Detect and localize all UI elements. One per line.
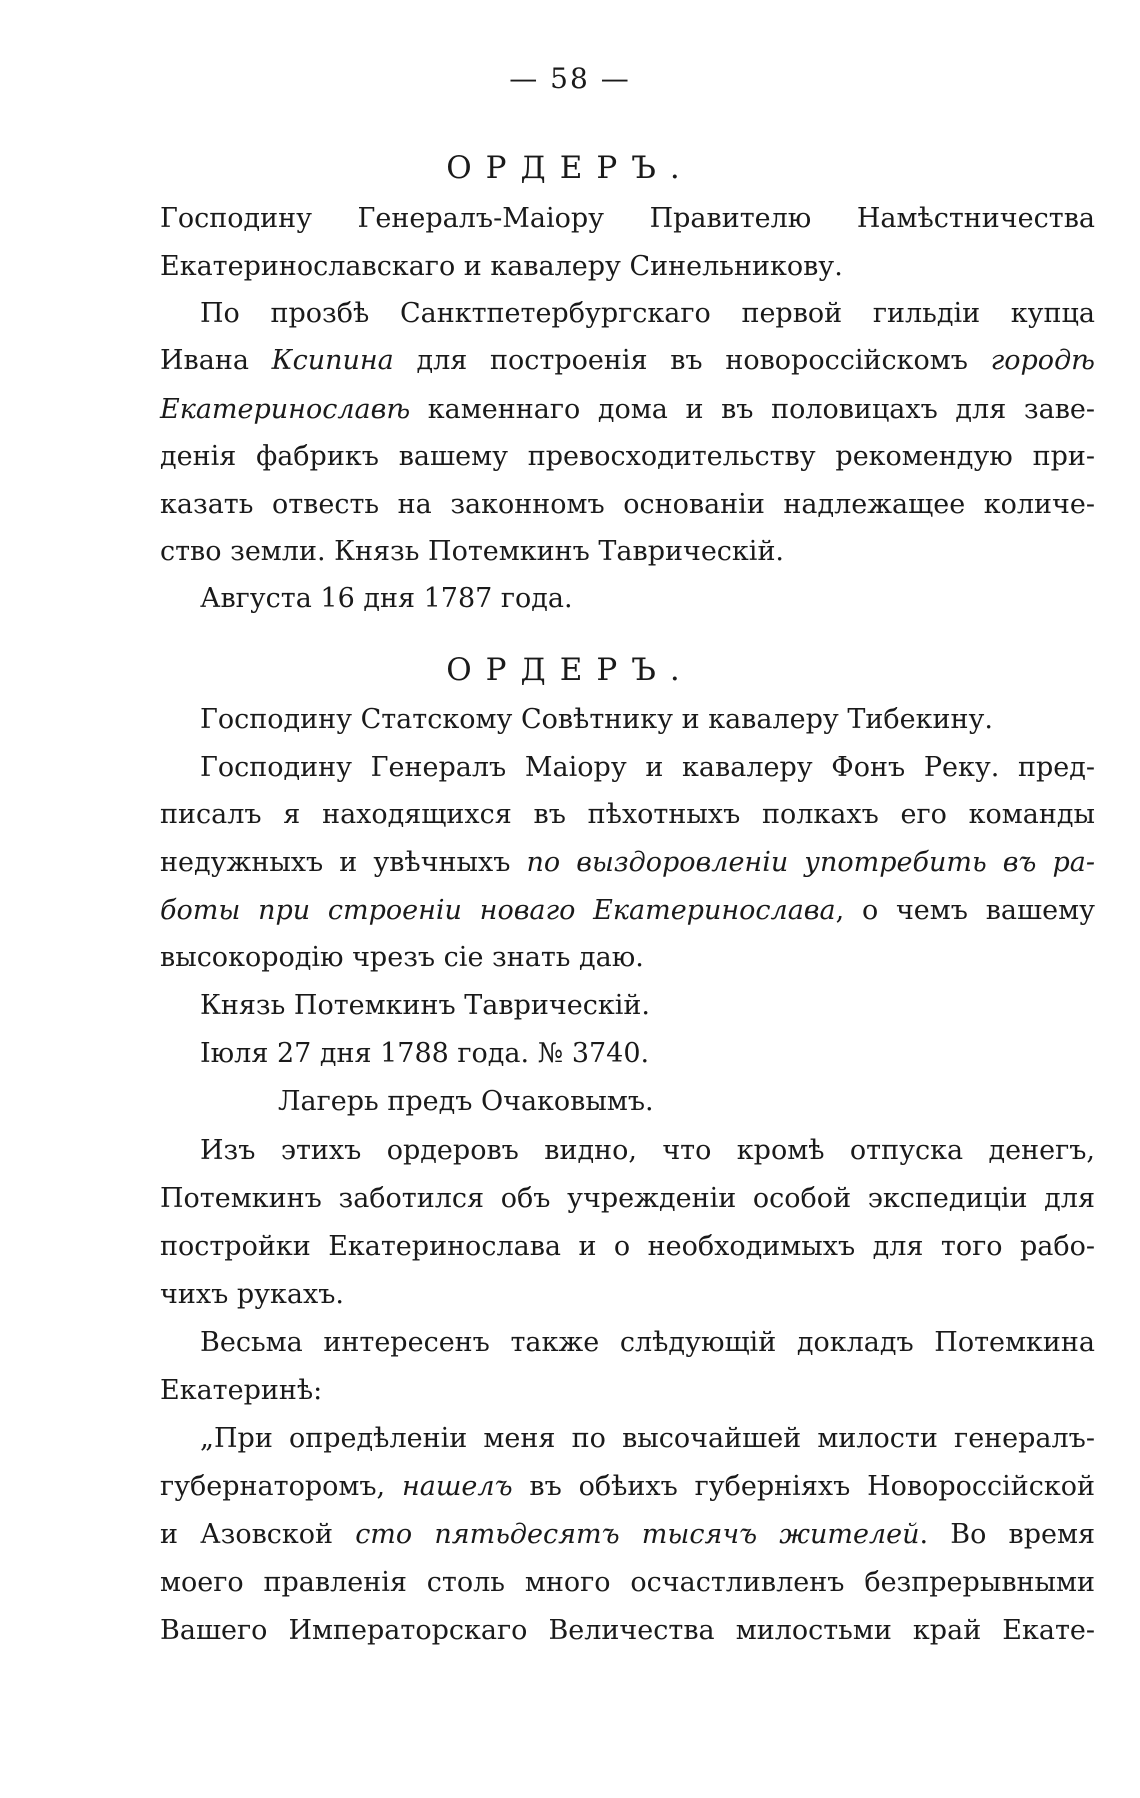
order-1-line-2: Екатеринославскаго и кавалеру Синельникову. <box>160 251 843 282</box>
order-2-line-2: Господину Генералъ Маіору и кавалеру Фонъ Реку. пред- <box>200 752 1095 783</box>
text-run: и Азовской <box>160 1519 356 1550</box>
order-2-line-3: писалъ я находящихся въ пѣхотныхъ полкахъ его команды <box>160 799 1095 830</box>
commentary-line-5: Весьма интересенъ также слѣдующій докладъ Потемкина <box>200 1327 1095 1358</box>
text-run: для построенія въ новороссійскомъ <box>393 345 991 376</box>
quote-line-2 <box>160 1473 1095 1500</box>
text-run: . Во время <box>919 1519 1095 1550</box>
text-run: , о чемъ вашему <box>835 895 1095 926</box>
order-1-date: Августа 16 дня 1787 года. <box>200 583 573 614</box>
order-2-signature: Князь Потемкинъ Таврическій. <box>200 990 650 1021</box>
quote-line-3 <box>160 1521 1095 1548</box>
commentary-line-3: постройки Екатеринослава и о необходимыхъ для того рабо- <box>160 1231 1095 1262</box>
order-2-line-6: высокородію чрезъ сіе знать даю. <box>160 942 644 973</box>
italic-run: по выздоровленіи употребить въ ра- <box>526 847 1095 878</box>
text-run: губернаторомъ, <box>160 1471 402 1502</box>
italic-run: боты при строеніи новаго Екатеринослава <box>160 895 836 926</box>
commentary-line-4: чихъ рукахъ. <box>160 1279 344 1310</box>
order-1-line-4 <box>160 347 1095 374</box>
order-1-line-6: денія фабрикъ вашему превосходительству рекомендую при- <box>160 441 1095 472</box>
order-1-line-3: По прозбѣ Санктпетербургскаго первой гильдіи купца <box>200 298 1095 329</box>
order-1-line-5 <box>160 396 1095 423</box>
order-2-line-4 <box>160 849 1095 876</box>
order-1-heading: ОРДЕРЪ. <box>446 150 694 186</box>
order-2-place: Лагерь предъ Очаковымъ. <box>278 1086 654 1117</box>
order-2-date: Іюля 27 дня 1788 года. № 3740. <box>200 1038 650 1069</box>
quote-line-1: „При опредѣленіи меня по высочайшей милости генералъ- <box>200 1423 1095 1454</box>
commentary-line-2: Потемкинъ заботился объ учрежденіи особой экспедиціи для <box>160 1183 1095 1214</box>
order-2-line-1: Господину Статскому Совѣтнику и кавалеру Тибекину. <box>200 704 993 735</box>
order-1-line-7: казать отвесть на законномъ основаніи надлежащее количе- <box>160 489 1095 520</box>
italic-population: сто пятьдесятъ тысячъ жителей <box>355 1519 920 1550</box>
name-ksipin: Ксипина <box>271 345 394 376</box>
order-2-line-5 <box>160 897 1095 924</box>
commentary-line-6: Екатеринѣ: <box>160 1375 323 1406</box>
commentary-line-1: Изъ этихъ ордеровъ видно, что кромѣ отпуска денегъ, <box>200 1135 1095 1166</box>
order-1-line-8: ство земли. Князь Потемкинъ Таврическій. <box>160 536 785 567</box>
order-2-heading: ОРДЕРЪ. <box>446 652 694 688</box>
page-number: — 58 — <box>509 62 631 95</box>
quote-line-5: Вашего Императорскаго Величества милостьми край Екате- <box>160 1615 1095 1646</box>
text-run: каменнаго дома и въ половицахъ для заве- <box>410 394 1095 425</box>
text-run: недужныхъ и увѣчныхъ <box>160 847 527 878</box>
italic-ekaterinoslave: Екатеринославѣ <box>160 394 411 425</box>
text-run: въ обѣихъ губерніяхъ Новороссійской <box>512 1471 1095 1502</box>
italic-gorode: городѣ <box>990 345 1095 376</box>
text-run: Ивана <box>160 345 272 376</box>
italic-nashel: нашелъ <box>401 1471 513 1502</box>
quote-line-4: моего правленія столь много осчастливленъ безпрерывными <box>160 1567 1095 1598</box>
order-1-line-1: Господину Генералъ-Маіору Правителю Намѣстничества <box>160 203 1095 234</box>
